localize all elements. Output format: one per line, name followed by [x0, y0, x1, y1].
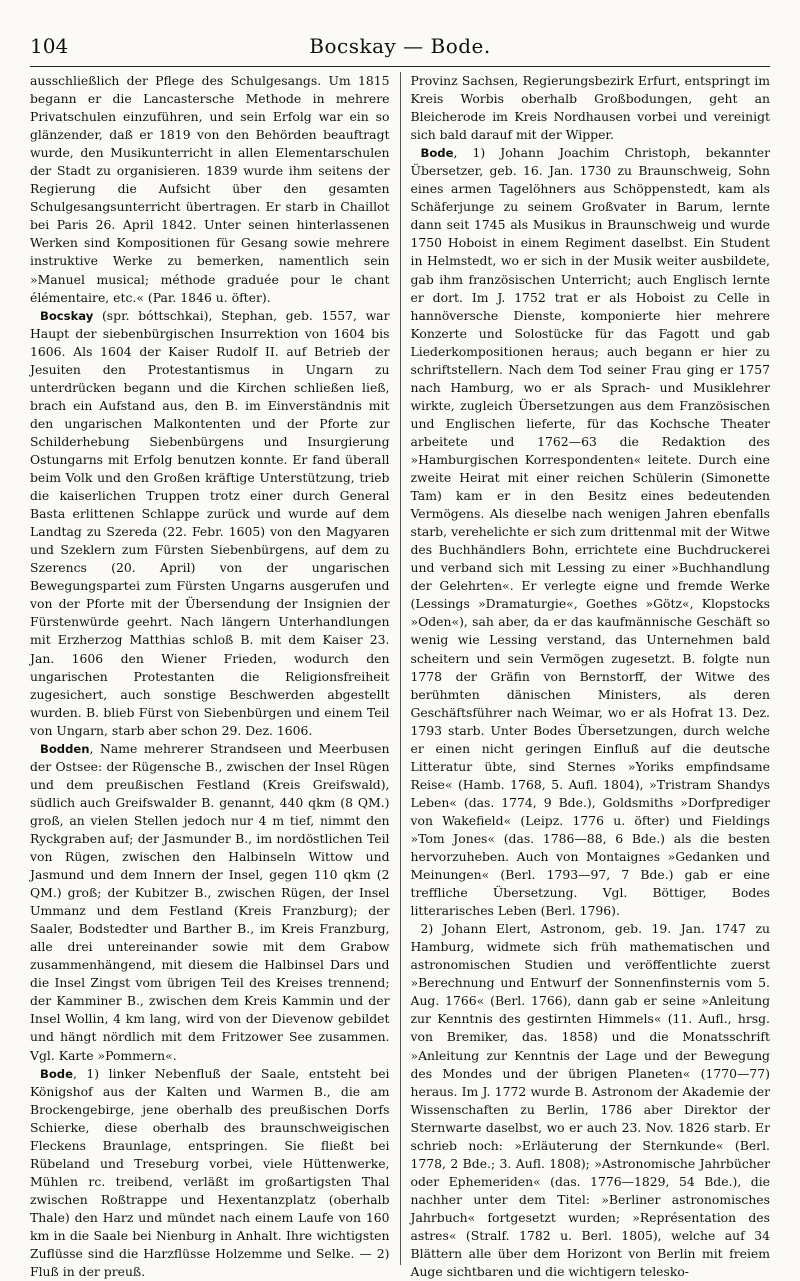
right-column: [400, 72, 771, 1280]
page-number: 104: [30, 34, 69, 58]
paragraph-text: ausschließlich der Pflege des Schulgesangs. Um 1815 begann er die Lancastersche Methode in mehrere Privatschulen einzuführen, und sein Erfolg war ein so glänzender, daß er 1819 von den Behörden beauftragt wurde, den Musikunterricht in allen Elementarschulen der Stadt zu organisieren. 1839 wurde ihm seitens der Regierung die Aufsicht über den gesamten Schulgesangsunterricht übertragen. Er starb in Chaillot bei Paris 26. April 1842. Unter seinen hinterlassenen Werken sind Kompositionen für Gesang sowie mehrere instruktive Werke zu bemerken, namentlich sein »Manuel musical; méthode graduée pour le chant élémentaire, etc.« (Par. 1846 u. öfter).: [30, 73, 390, 305]
paragraph-text: 2) Johann Elert, Astronom, geb. 19. Jan. 1747 zu Hamburg, widmete sich früh mathematischen und astronomischen Studien und veröffentlichte zuerst »Berechnung und Entwurf der Sonnenfinsternis vom 5. Aug. 1766« (Berl. 1766), dann gab er seine »Anleitung zur Kenntnis des gestirnten Himmels« (11. Aufl., hrsg. von Bremiker, das. 1858) und die Monatsschrift »Anleitung zur Kenntnis der Lage und der Bewegung des Mondes und der übrigen Planeten« (1770—77) heraus. Im J. 1772 wurde B. Astronom der Akademie der Wissenschaften zu Berlin, 1786 aber Direktor der Sternwarte daselbst, wo er auch 23. Nov. 1826 starb. Er schrieb noch: »Erläuterung der Sternkunde« (Berl. 1778, 2 Bde.; 3. Aufl. 1808); »Astronomische Jahrbücher oder Ephemeriden« (das. 1776—1829, 54 Bde.), die nachher unter dem Titel: »Berliner astronomisches Jahrbuch« fortgesetzt wurden; »Représentation des astres« (Stralf. 1782 u. Berl. 1805), welche auf 34 Blättern alle über dem Horizont von Berlin mit freiem Auge sichtbaren und die wichtigern telesko-: [410, 921, 770, 1280]
paragraph-text: Provinz Sachsen, Regierungsbezirk Erfurt, entspringt im Kreis Worbis oberhalb Großbodungen, geht an Bleicherode im Kreis Nordhausen vorbei und vereinigt sich bald darauf mit der Wipper.: [410, 73, 770, 143]
paragraph-text: , 1) linker Nebenfluß der Saale, entsteht bei Königshof aus der Kalten und Warmen B., die am Brockengebirge, jene oberhalb des preußischen Dorfs Schierke, diese oberhalb des braunschweigischen Fleckens Braunlage, entspringen. Sie fließt bei Rübeland und Treseburg vorbei, viele Hüttenwerke, Mühlen rc. treibend, verläßt im großartigsten Thal zwischen Roßtrappe und Hexentanzplatz (oberhalb Thale) den Harz und mündet nach einem Laufe von 160 km in die Saale bei Nienburg in Anhalt. Ihre wichtigsten Zuflüsse sind die Harzflüsse Holzemme und Selke. — 2) Fluß in der preuß.: [30, 1065, 390, 1280]
page-header: [30, 34, 770, 66]
paragraph: [411, 72, 771, 144]
paragraph-text: , Name mehrerer Strandseen und Meerbusen der Ostsee: der Rügensche B., zwischen der Insel Rügen und dem preußischen Festland (Kreis Greifswald), südlich auch Greifswalder B. genannt, 440 qkm (8 QM.) groß, an vielen Stellen jedoch nur 4 m tief, nimmt den Ryckgraben auf; der Jasmunder B., im nordöstlichen Teil von Rügen, zwischen den Halbinseln Wittow und Jasmund und dem Innern der Insel, gegen 110 qkm (2 QM.) groß; der Kubitzer B., zwischen Rügen, der Insel Ummanz und dem Festland (Kreis Franzburg); der Saaler, Bodstedter und Barther B., im Kreis Franzburg, alle drei untereinander sowie mit dem Grabow zusammenhängend, mit diesem die Halbinsel Dars und die Insel Zingst vom übrigen Teil des Kreises trennend; der Kamminer B., zwischen dem Kreis Kammin und der Insel Wollin, 4 km lang, wird von der Dievenow gebildet und hängt nördlich mit dem Fritzower See zusammen. Vgl. Karte »Pommern«.: [30, 740, 390, 1063]
paragraph-text: (spr. bóttschkai), Stephan, geb. 1557, war Haupt der siebenbürgischen Insurrektion von 1604 bis 1606. Als 1604 der Kaiser Rudolf II. auf Betrieb der Jesuiten den Protestantismus in Ungarn zu unterdrücken begann und die Kirchen schließen ließ, brach ein Aufstand aus, den B. im Einverständnis mit den ungarischen Malkontenten und der Pforte zur Schilderhebung Siebenbürgens und Insurgierung Ostungarns mit Erfolg benutzen konnte. Er fand überall beim Volk und den Großen kräftige Unterstützung, trieb die kaiserlichen Truppen trotz einer durch General Basta erlittenen Schlappe zurück und wurde auf dem Landtag zu Szereda (22. Febr. 1605) von den Magyaren und Szeklern zum Fürsten Siebenbürgens, auf dem zu Szerencs (20. April) von der ungarischen Bewegungspartei zum Fürsten Ungarns ausgerufen und von der Pforte mit der Übersendung der Insignien der Fürstenwürde geehrt. Nach längern Unterhandlungen mit Erzherzog Matthias schloß B. mit dem Kaiser 23. Jan. 1606 den Wiener Frieden, wodurch den ungarischen Protestanten die Religionsfreiheit zugesichert, auch sonstige Beschwerden abgestellt wurden. B. blieb Fürst von Siebenbürgen und einem Teil von Ungarn, starb aber schon 29. Dez. 1606.: [30, 307, 390, 738]
headword: Bocskay: [40, 308, 94, 323]
left-column: [30, 72, 400, 1280]
paragraph: [30, 72, 390, 307]
header-rule: [30, 66, 770, 67]
paragraph: [411, 920, 771, 1281]
paragraph-text: , 1) Johann Joachim Christoph, bekannter Übersetzer, geb. 16. Jan. 1730 zu Braunschweig, Sohn eines armen Tagelöhners aus Schöppenstedt, kam als Schäferjunge zu seinem Großvater in Barum, lernte dann seit 1745 als Musikus in Braunschweig und wurde 1750 Hoboist in einem Regiment daselbst. Ein Student in Helmstedt, wo er sich in der Musik weiter ausbildete, gab ihm französischen Unterricht; auch Englisch lernte er dort. Im J. 1752 trat er als Hoboist zu Celle in hannöversche Dienste, komponierte hier mehrere Konzerte und Solostücke für das Fagott und gab Liederkompositionen heraus; auch begann er hier zu schriftstellern. Nach dem Tod seiner Frau ging er 1757 nach Hamburg, wo er als Sprach- und Musiklehrer wirkte, zugleich Übersetzungen aus dem Französischen und Englischen lieferte, für das Kochsche Theater arbeitete und 1762—63 die Redaktion des »Hamburgischen Korrespondenten« leitete. Durch eine zweite Heirat mit einer reichen Schülerin (Simonette Tam) kam er in den Besitz eines bedeutenden Vermögens. Als dieselbe nach wenigen Jahren ebenfalls starb, verehelichte er sich zum drittenmal mit der Witwe des Buchhändlers Bohn, errichtete eine Buchdruckerei und verband sich mit Lessing zu einer »Buchhandlung der Gelehrten«. Er verlegte eigne und fremde Werke (Lessings »Dramaturgie«, Goethes »Götz«, Klopstocks »Oden«), sah aber, da er das kaufmännische Geschäft so wenig wie Lessing verstand, das Unternehmen bald scheitern und sein Vermögen zugesetzt. B. folgte nun 1778 der Gräfin von Bernstorff, der Witwe des berühmten dänischen Ministers, als deren Geschäftsführer nach Weimar, wo er als Hofrat 13. Dez. 1793 starb. Unter Bodes Übersetzungen, durch welche er einen nicht geringen Einfluß auf die deutsche Litteratur übte, sind Sternes »Yoriks empfindsame Reise« (Hamb. 1768, 5. Aufl. 1804), »Tristram Shandys Leben« (das. 1774, 9 Bde.), Goldsmiths »Dorfprediger von Wakefield« (Leipz. 1776 u. öfter) und Fieldings »Tom Jones« (das. 1786—88, 6 Bde.) als die besten hervorzuheben. Auch von Montaignes »Gedanken und Meinungen« (Berl. 1793—97, 7 Bde.) gab er eine treffliche Übersetzung. Vgl. Böttiger, Bodes litterarisches Leben (Berl. 1796).: [410, 145, 770, 919]
headword: Bode: [420, 146, 454, 161]
paragraph: [30, 740, 390, 1065]
headword: Bode: [40, 1066, 73, 1081]
text-columns: [30, 72, 770, 1280]
running-title: Bocskay — Bode.: [309, 34, 491, 58]
paragraph: [30, 1065, 390, 1281]
paragraph: [411, 144, 771, 920]
paragraph: [30, 307, 390, 740]
headword: Bodden: [40, 741, 90, 756]
